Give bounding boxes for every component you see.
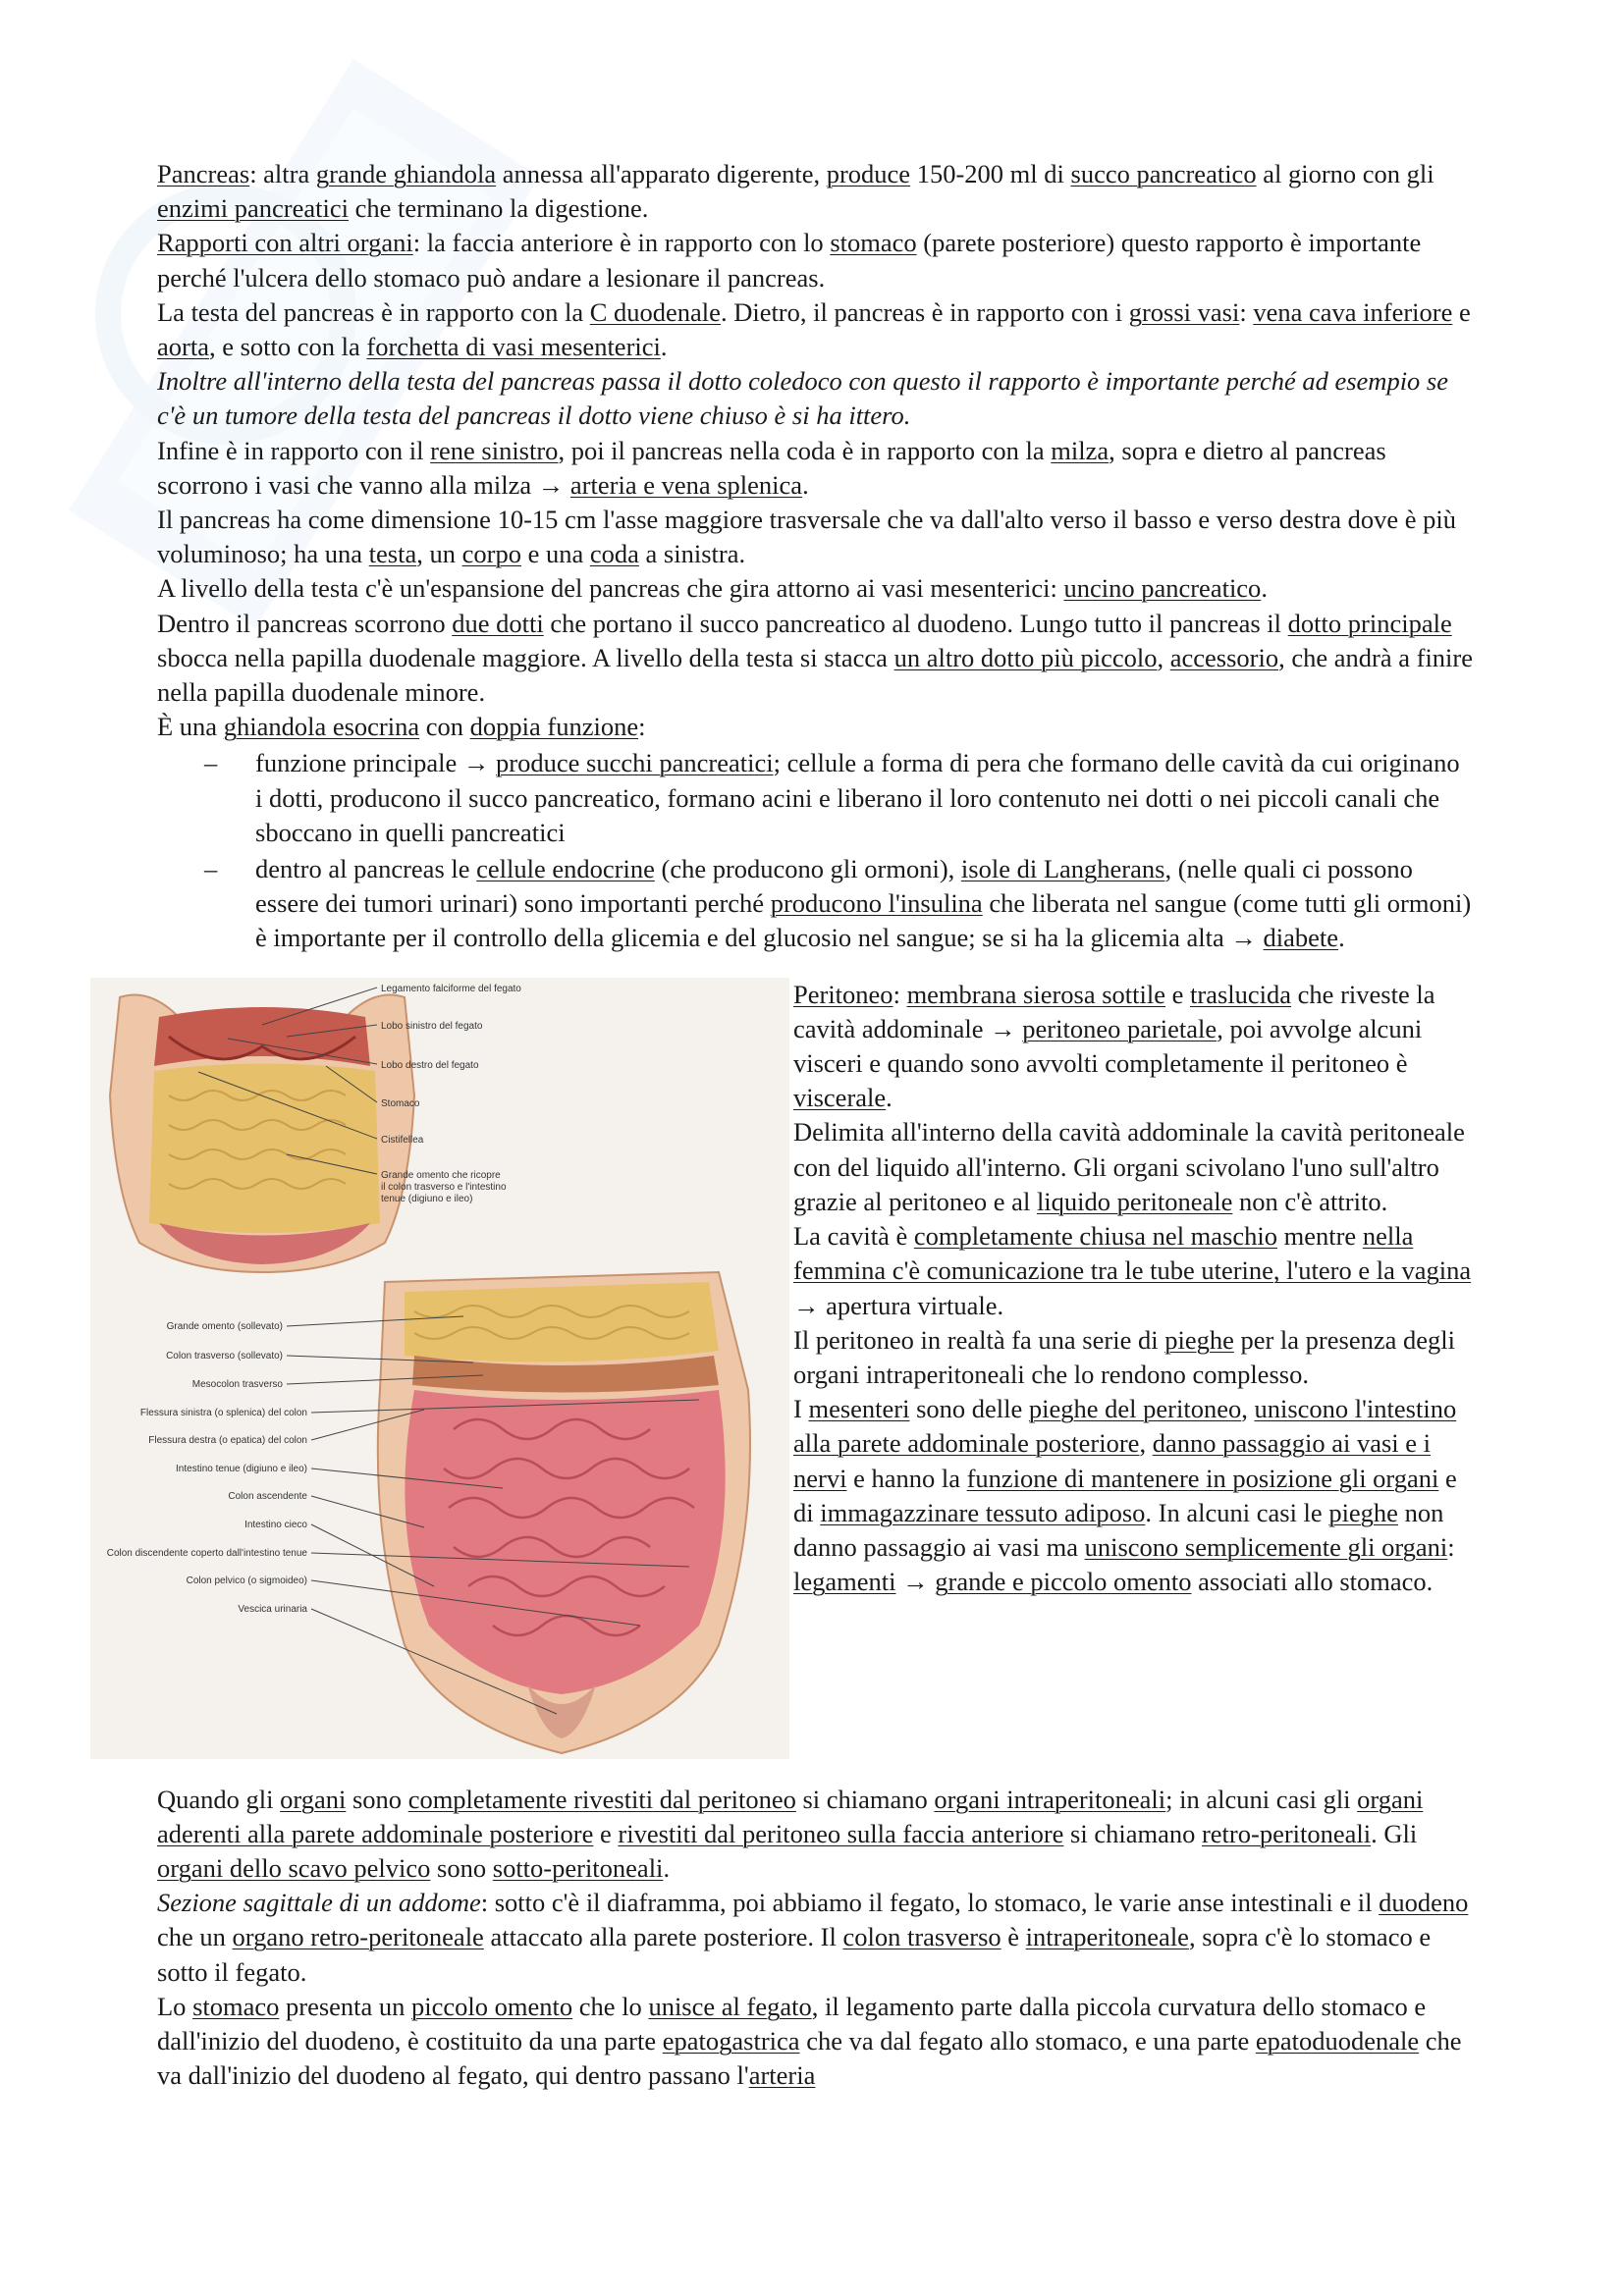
pancreas-intro: Pancreas: altra grande ghiandola annessa all'apparato digerente, produce 150-200 ml di succo pancreatico al giorno con gli enzimi pancreatici che terminano la digestione. [157,159,1434,224]
label-lobo-sinistro: Lobo sinistro del fegato [381,1020,483,1032]
peritoneo-chiusa: La cavità è completamente chiusa nel maschio mentre nella femmina c'è comunicazione tra le tube uterine, l'utero e la vagina → apertura virtuale. [793,1221,1472,1320]
pancreas-uncino: A livello della testa c'è un'espansione del pancreas che gira attorno ai vasi mesenterici: uncino pancreatico. [157,573,1268,604]
pancreas-dimensione: Il pancreas ha come dimensione 10-15 cm l'asse maggiore trasversale che va dall'alto verso il basso e verso destra dove è più voluminoso; ha una testa, un corpo e una coda a sinistra. [157,505,1457,569]
pancreas-coledoco-note: Inoltre all'interno della testa del pancreas passa il dotto coledoco con questo il rapporto è importante perché ad esempio se c'è un tumore della testa del pancreas il dotto viene chiuso è si ha ittero. [157,366,1449,431]
pancreas-dotti: Dentro il pancreas scorrono due dotti che portano il succo pancreatico al duodeno. Lungo tutto il pancreas il dotto principale sbocca nella papilla duodenale maggiore. A livello della testa si stacca un altro dotto più piccolo, accessorio, che andrà a finire nella papilla duodenale minore. [157,608,1474,708]
peritoneo-mesenteri: I mesenteri sono delle pieghe del peritoneo, uniscono l'intestino alla parete addominale posteriore, danno passaggio ai vasi e i nervi e hanno la funzione di mantenere in posizione gli organi e di immagazzinare tessuto adiposo. In alcuni casi le pieghe non danno passaggio ai vasi ma uniscono semplicemente gli organi: legamenti → grande e piccolo omento associati allo stomaco. [793,1394,1457,1597]
label-colon-trasverso: Colon trasverso (sollevato) [166,1350,283,1362]
label-intestino-tenue: Intestino tenue (digiuno e ileo) [176,1463,307,1474]
label-colon-ascendente: Colon ascendente [228,1490,307,1502]
label-grande-omento-3: tenue (digiuno e ileo) [381,1193,473,1204]
peritoneo-cavita: Delimita all'interno della cavità addominale la cavità peritoneale con del liquido all'interno. Gli organi scivolano l'uno sull'altro grazie al peritoneo e al liquido peritoneale non c'è attrito. [793,1117,1465,1216]
label-grande-omento-1: Grande omento che ricopre [381,1169,501,1181]
label-grande-omento-2: il colon trasverso e l'intestino [381,1181,507,1193]
pancreas-esocrina: È una ghiandola esocrina con doppia funzione: [157,712,646,742]
label-colon-discendente: Colon discendente coperto dall'intestino tenue [106,1547,307,1559]
peritoneo-pieghe: Il peritoneo in realtà fa una serie di pieghe per la presenza degli organi intraperitoneali che lo rendono complesso. [793,1324,1455,1389]
bottom-figure-labels [107,1321,308,1615]
peritoneo-intro: Peritoneo: membrana sierosa sottile e traslucida che riveste la cavità addominale → peritoneo parietale, poi avvolge alcuni visceri e quando sono avvolti completamente il peritoneo è viscerale. [793,979,1435,1113]
document-page [106,157,1474,2094]
label-stomaco: Stomaco [381,1097,420,1109]
label-cistifellea: Cistifellea [381,1134,424,1146]
list-item: – funzione principale → produce succhi pancreatici; cellule a forma di pera che formano delle cavità da cui originano i dotti, producono il succo pancreatico, formano acini e liberano il loro contenuto nei dotti o nei piccoli canali che sboccano in quelli pancreatici [255,746,1473,850]
label-legamento-falciforme: Legamento falciforme del fegato [381,983,521,994]
stomaco-omento: Lo stomaco presenta un piccolo omento che lo unisce al fegato, il legamento parte dalla piccola curvatura dello stomaco e dall'inizio del duodeno, è costituito da una parte epatogastrica che va dal fegato allo stomaco, e una parte epatoduodenale che va dall'inizio del duodeno al fegato, qui dentro passano l'arteria [157,1991,1462,2091]
figure-and-peritoneo [106,978,1473,1783]
organi-intraperitoneali: Quando gli organi sono completamente rivestiti dal peritoneo si chiamano organi intraperitoneali; in alcuni casi gli organi aderenti alla parete addominale posteriore e rivestiti dal peritoneo sulla faccia anteriore si chiamano retro-peritoneali. Gli organi dello scavo pelvico sono sotto-peritoneali. [157,1784,1424,1884]
label-lobo-destro: Lobo destro del fegato [381,1059,479,1071]
pancreas-rene: Infine è in rapporto con il rene sinistro, poi il pancreas nella coda è in rapporto con la milza, sopra e dietro al pancreas scorrono i vasi che vanno alla milza → arteria e vena splenica. [157,435,1386,500]
list-item: – dentro al pancreas le cellule endocrine (che producono gli ormoni), isole di Langherans, (nelle quali ci possono essere dei tumori urinari) sono importanti perché producono l'insulina che liberata nel sangue (come tutti gli ormoni) è importante per il controllo della glicemia e del glucosio nel sangue; se si ha la glicemia alta → diabete. [255,852,1473,956]
sezione-sagittale: Sezione sagittale di un addome: sotto c'è il diaframma, poi abbiamo il fegato, lo stomaco, le varie anse intestinali e il duodeno che un organo retro-peritoneale attaccato alla parete posteriore. Il colon trasverso è intraperitoneale, sopra c'è lo stomaco e sotto il fegato. [157,1888,1469,1987]
label-intestino-cieco: Intestino cieco [244,1519,307,1530]
abdomen-anatomy-figure [90,978,789,1759]
label-vescica: Vescica urinaria [238,1603,307,1615]
label-grande-omento-sollevato: Grande omento (sollevato) [166,1320,283,1332]
label-flessura-sinistra: Flessura sinistra (o splenica) del colon [139,1407,307,1418]
organi-section [157,1783,1473,2094]
top-torso-illustration [110,988,414,1272]
pancreas-rapporti: Rapporti con altri organi: la faccia anteriore è in rapporto con lo stomaco (parete posteriore) questo rapporto è importante perché l'ulcera dello stomaco può andare a lesionare il pancreas. [157,228,1422,293]
funzioni-list [157,746,1473,955]
pancreas-testa: La testa del pancreas è in rapporto con la C duodenale. Dietro, il pancreas è in rapporto con i grossi vasi: vena cava inferiore e aorta, e sotto con la forchetta di vasi mesenterici. [157,296,1471,362]
label-flessura-destra: Flessura destra (o epatica) del colon [148,1434,307,1446]
label-mesocolon: Mesocolon trasverso [191,1378,283,1390]
label-colon-pelvico: Colon pelvico (o sigmoideo) [186,1575,307,1586]
peritoneo-section [793,978,1481,1600]
bottom-torso-illustration [287,1272,750,1753]
